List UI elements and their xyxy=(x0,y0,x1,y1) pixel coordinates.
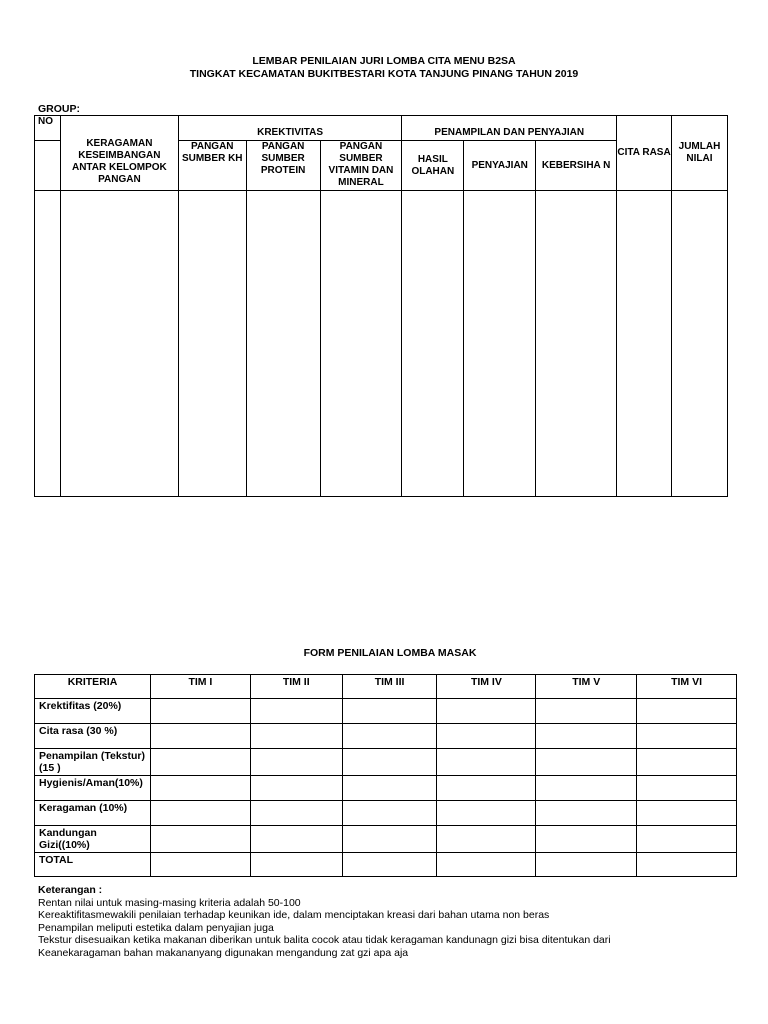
score-cell xyxy=(637,801,737,826)
kriteria-header: KRITERIA xyxy=(35,675,151,699)
score-cell xyxy=(178,191,246,497)
score-cell xyxy=(437,699,536,724)
notes-section xyxy=(38,884,758,960)
score-cell xyxy=(437,801,536,826)
score-cell xyxy=(536,776,637,801)
sheet-subtitle: TINGKAT KECAMATAN BUKITBESTARI KOTA TANJUNG PINANG TAHUN 2019 xyxy=(189,68,579,80)
no-header: NO xyxy=(35,116,61,141)
group-label: GROUP: xyxy=(38,103,80,115)
score-cell xyxy=(536,801,637,826)
score-cell xyxy=(637,776,737,801)
score-cell xyxy=(637,749,737,776)
tim-header: TIM VI xyxy=(637,675,737,699)
note-line: Kereaktifitasmewakili penilaian terhadap keunikan ide, dalam menciptakan kreasi dari bahan utama non beras xyxy=(38,909,550,922)
score-cell xyxy=(250,749,342,776)
criteria-label: Keragaman (10%) xyxy=(35,801,151,826)
score-cell xyxy=(617,191,672,497)
score-cell xyxy=(250,801,342,826)
score-cell xyxy=(150,801,250,826)
criteria-label: Krektifitas (20%) xyxy=(35,699,151,724)
score-cell xyxy=(60,191,178,497)
pangan-protein-header: PANGAN SUMBER PROTEIN xyxy=(246,141,320,191)
score-cell xyxy=(536,826,637,853)
score-cell xyxy=(250,853,342,877)
note-line: Keanekaragaman bahan makananyang digunakan mengandung zat gzi apa aja xyxy=(38,946,409,959)
criteria-label: Penampilan (Tekstur) (15 ) xyxy=(35,749,151,776)
sheet-title: LEMBAR PENILAIAN JURI LOMBA CITA MENU B2SA xyxy=(252,55,516,67)
score-cell xyxy=(464,191,536,497)
score-cell xyxy=(320,191,402,497)
score-cell xyxy=(250,776,342,801)
score-cell xyxy=(637,699,737,724)
score-cell xyxy=(246,191,320,497)
score-cell xyxy=(342,776,437,801)
score-cell xyxy=(536,749,637,776)
score-cell xyxy=(437,853,536,877)
note-line: Rentan nilai untuk masing-masing kriteria adalah 50-100 xyxy=(38,896,301,909)
score-cell xyxy=(536,191,617,497)
no-subheader-cell xyxy=(35,141,61,191)
score-sheet-table xyxy=(34,115,728,497)
score-cell xyxy=(437,776,536,801)
score-cell xyxy=(402,191,464,497)
criteria-label: Cita rasa (30 %) xyxy=(35,724,151,749)
hasil-olahan-header: HASIL OLAHAN xyxy=(402,141,464,191)
score-cell xyxy=(671,191,727,497)
score-cell xyxy=(342,801,437,826)
tim-header: TIM V xyxy=(536,675,637,699)
score-cell xyxy=(342,826,437,853)
score-cell xyxy=(342,853,437,877)
jumlah-nilai-header: JUMLAH NILAI xyxy=(671,116,727,191)
criteria-label: Kandungan Gizi((10%) xyxy=(35,826,151,853)
score-cell xyxy=(437,826,536,853)
tim-header: TIM III xyxy=(342,675,437,699)
pangan-vitamin-header: PANGAN SUMBER VITAMIN DAN MINERAL xyxy=(320,141,402,191)
note-line: Tekstur disesuaikan ketika makanan diberikan untuk balita cocok atau tidak keragaman kandunagn gizi bisa ditentukan dari xyxy=(38,934,611,947)
note-line: Penampilan meliputi estetika dalam penyajian juga xyxy=(38,921,274,934)
score-cell xyxy=(150,826,250,853)
score-cell xyxy=(536,853,637,877)
score-cell xyxy=(536,724,637,749)
score-cell xyxy=(536,699,637,724)
pangan-kh-header: PANGAN SUMBER KH xyxy=(178,141,246,191)
score-cell xyxy=(150,724,250,749)
score-cell xyxy=(437,749,536,776)
penampilan-header: PENAMPILAN DAN PENYAJIAN xyxy=(402,116,617,141)
criteria-label: Hygienis/Aman(10%) xyxy=(35,776,151,801)
form-table xyxy=(34,674,737,877)
score-cell xyxy=(637,724,737,749)
cita-rasa-header: CITA RASA xyxy=(617,116,672,191)
score-cell xyxy=(342,749,437,776)
score-cell xyxy=(637,826,737,853)
total-label: TOTAL xyxy=(35,853,151,877)
score-cell xyxy=(437,724,536,749)
score-cell xyxy=(342,724,437,749)
score-cell xyxy=(150,776,250,801)
tim-header: TIM I xyxy=(150,675,250,699)
keragaman-header: KERAGAMAN KESEIMBANGAN ANTAR KELOMPOK PANGAN xyxy=(60,116,178,191)
tim-header: TIM IV xyxy=(437,675,536,699)
form-title: FORM PENILAIAN LOMBA MASAK xyxy=(303,647,477,659)
score-cell xyxy=(250,826,342,853)
score-cell xyxy=(150,749,250,776)
score-cell xyxy=(35,191,61,497)
penyajian-header: PENYAJIAN xyxy=(464,141,536,191)
score-cell xyxy=(250,699,342,724)
score-cell xyxy=(150,699,250,724)
kreativitas-header: KREKTIVITAS xyxy=(178,116,402,141)
kebersihan-header: KEBERSIHA N xyxy=(536,141,617,191)
score-cell xyxy=(637,853,737,877)
tim-header: TIM II xyxy=(250,675,342,699)
score-cell xyxy=(342,699,437,724)
score-cell xyxy=(150,853,250,877)
notes-heading: Keterangan : xyxy=(38,884,103,896)
score-cell xyxy=(250,724,342,749)
